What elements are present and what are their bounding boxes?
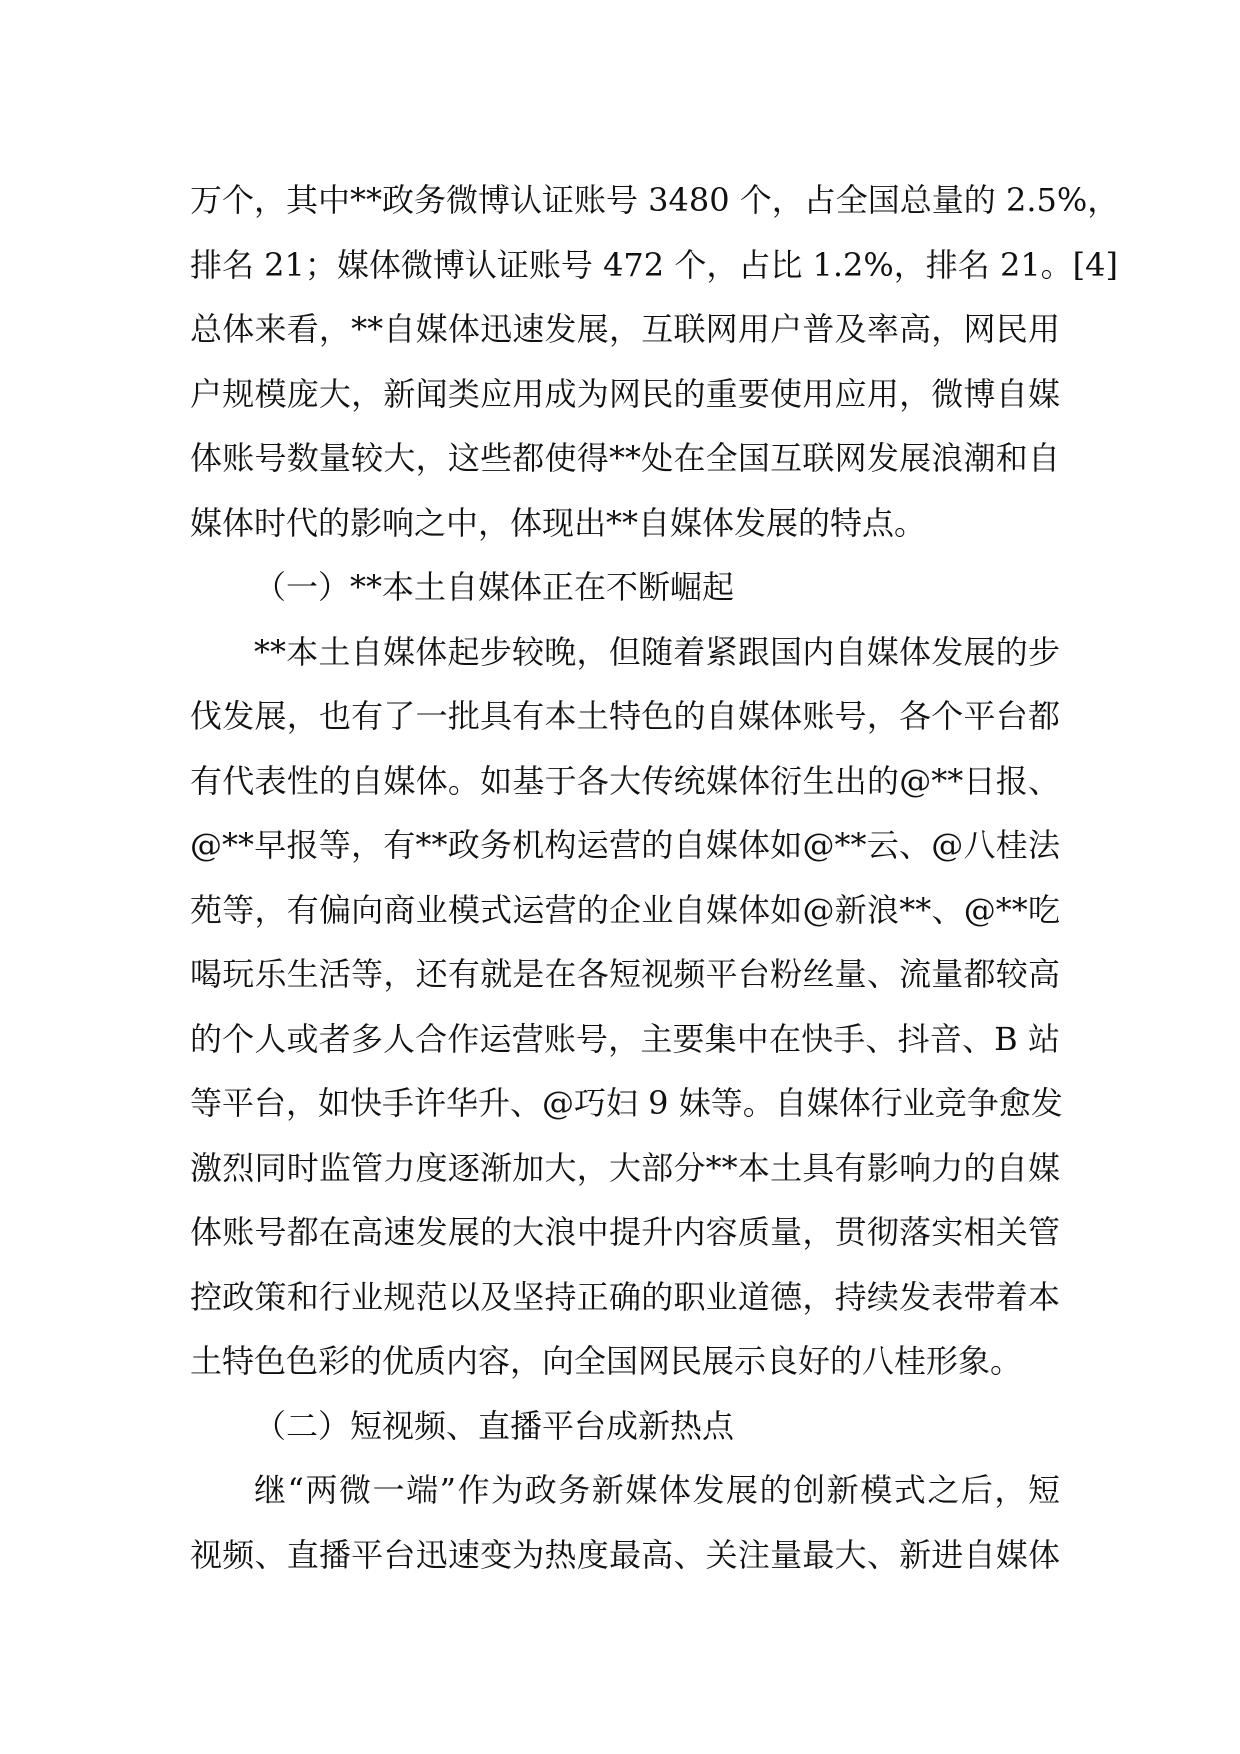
text-line: 体账号都在高速发展的大浪中提升内容质量，贯彻落实相关管: [190, 1213, 1060, 1251]
text-line: 苑等，有偏向商业模式运营的企业自媒体如@新浪**、@**吃: [190, 890, 1060, 929]
text-line: 喝玩乐生活等，还有就是在各短视频平台粉丝量、流量都较高: [190, 955, 1060, 993]
paragraph-3: [190, 1458, 1060, 1587]
text-line: 控政策和行业规范以及坚持正确的职业道德，持续发表带着本: [190, 1277, 1060, 1316]
text-line: 户规模庞大，新闻类应用成为网民的重要使用应用，微博自媒: [190, 374, 1060, 413]
text-line: @**早报等，有**政务机构运营的自媒体如@**云、@八桂法: [190, 826, 1060, 864]
paragraph-1: [190, 168, 1120, 555]
text-line: 激烈同时监管力度逐渐加大，大部分**本土具有影响力的自媒: [190, 1148, 1060, 1187]
text-line: 万个，其中**政务微博认证账号 3480 个，占全国总量的 2.5%，: [190, 181, 1120, 219]
text-line: 的个人或者多人合作运营账号，主要集中在快手、抖音、B 站: [190, 1019, 1060, 1058]
text-line: 视频、直播平台迅速变为热度最高、关注量最大、新进自媒体: [190, 1535, 1060, 1574]
text-line: 等平台，如快手许华升、@巧妇 9 妹等。自媒体行业竞争愈发: [190, 1084, 1063, 1122]
text-line: 媒体时代的影响之中，体现出**自媒体发展的特点。: [190, 503, 927, 542]
paragraph-2: [190, 620, 1063, 1394]
text-line: 体账号数量较大，这些都使得**处在全国互联网发展浪潮和自: [190, 439, 1060, 477]
text-line: 继“两微一端”作为政务新媒体发展的创新模式之后，短: [254, 1471, 1060, 1509]
text-line: **本土自媒体起步较晚，但随着紧跟国内自媒体发展的步: [254, 632, 1060, 671]
section-heading-1: （一）**本土自媒体正在不断崛起: [254, 568, 735, 606]
text-line: 土特色色彩的优质内容，向全国网民展示良好的八桂形象。: [190, 1342, 1023, 1380]
text-line: 有代表性的自媒体。如基于各大传统媒体衍生出的@**日报、: [190, 761, 1060, 800]
text-line: 排名 21；媒体微博认证账号 472 个，占比 1.2%，排名 21。[4]: [190, 245, 1119, 284]
document-body: [190, 168, 1120, 1587]
section-heading-2: （二）短视频、直播平台成新热点: [254, 1406, 735, 1445]
text-line: 总体来看，**自媒体迅速发展，互联网用户普及率高，网民用: [190, 310, 1060, 348]
text-line: 伐发展，也有了一批具有本土特色的自媒体账号，各个平台都: [190, 697, 1060, 735]
